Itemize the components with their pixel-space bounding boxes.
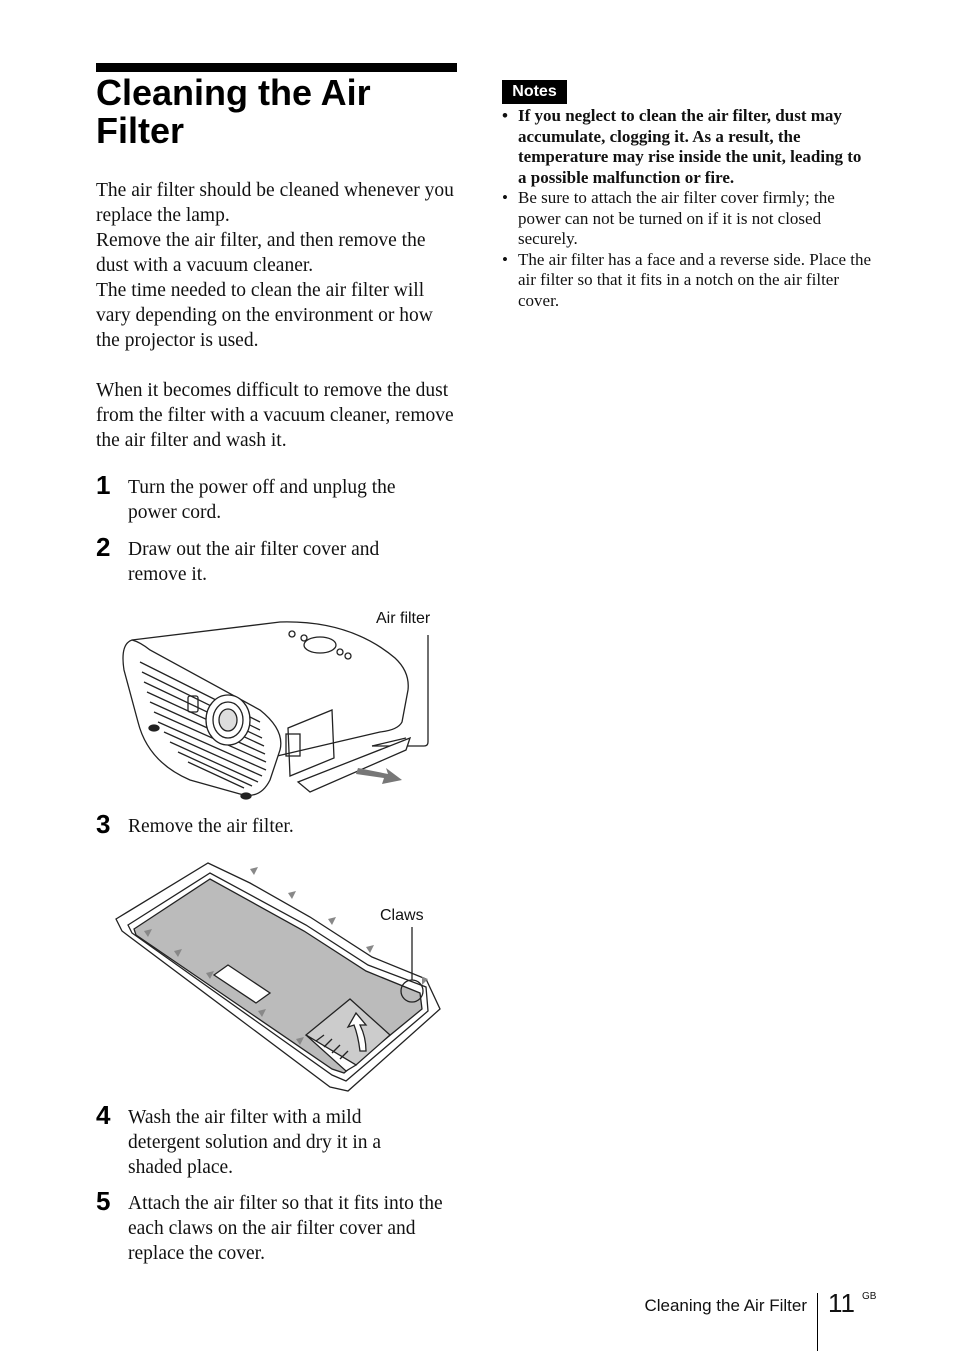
step-text-4: Wash the air filter with a mild detergent solution and dry it in a shaded place.	[128, 1107, 382, 1178]
page-number: 11	[828, 1288, 855, 1318]
intro-paragraph-1: The air filter should be cleaned whenever you replace the lamp.	[96, 180, 454, 226]
notes-list	[502, 106, 872, 311]
step-number-4: 4	[96, 1100, 111, 1130]
step-number-1: 1	[96, 470, 111, 500]
page-title: Cleaning the Air Filter	[96, 72, 371, 151]
title-rule	[96, 63, 457, 72]
note-item: • Be sure to attach the air filter cover firmly; the power can not be turned on if it is not closed securely.	[502, 188, 872, 250]
note-item: • If you neglect to clean the air filter, dust may accumulate, clogging it. As a result, the temperature may rise inside the unit, leading to a possible malfunction or fire.	[502, 106, 872, 188]
step-number-5: 5	[96, 1186, 111, 1216]
intro-paragraph-3: The time needed to clean the air filter will vary depending on the environment or how the projector is used.	[96, 280, 433, 351]
step-number-3: 3	[96, 809, 111, 839]
air-filter-label: Air filter	[376, 610, 431, 627]
claws-label: Claws	[380, 907, 424, 924]
projector-illustration	[110, 610, 450, 805]
footer-section-title: Cleaning the Air Filter	[644, 1296, 807, 1315]
notes-heading: Notes	[502, 80, 567, 104]
note-item: • The air filter has a face and a reverse side. Place the air filter so that it fits in a notch on the air filter cover.	[502, 250, 872, 312]
step-text-3: Remove the air filter.	[128, 816, 294, 837]
step-text-1: Turn the power off and unplug the power cord.	[128, 477, 396, 523]
step-text-2: Draw out the air filter cover and remove it.	[128, 539, 380, 585]
step-text-5: Attach the air filter so that it fits into the each claws on the air filter cover and replace the cover.	[128, 1193, 443, 1264]
page-region-code: GB	[862, 1291, 877, 1302]
intro-paragraph-4: When it becomes difficult to remove the dust from the filter with a vacuum cleaner, remove the air filter and wash it.	[96, 380, 454, 451]
step-number-2: 2	[96, 532, 111, 562]
air-filter-illustration	[110, 855, 450, 1095]
intro-paragraph-2: Remove the air filter, and then remove the dust with a vacuum cleaner.	[96, 230, 426, 276]
footer-divider	[817, 1293, 818, 1351]
